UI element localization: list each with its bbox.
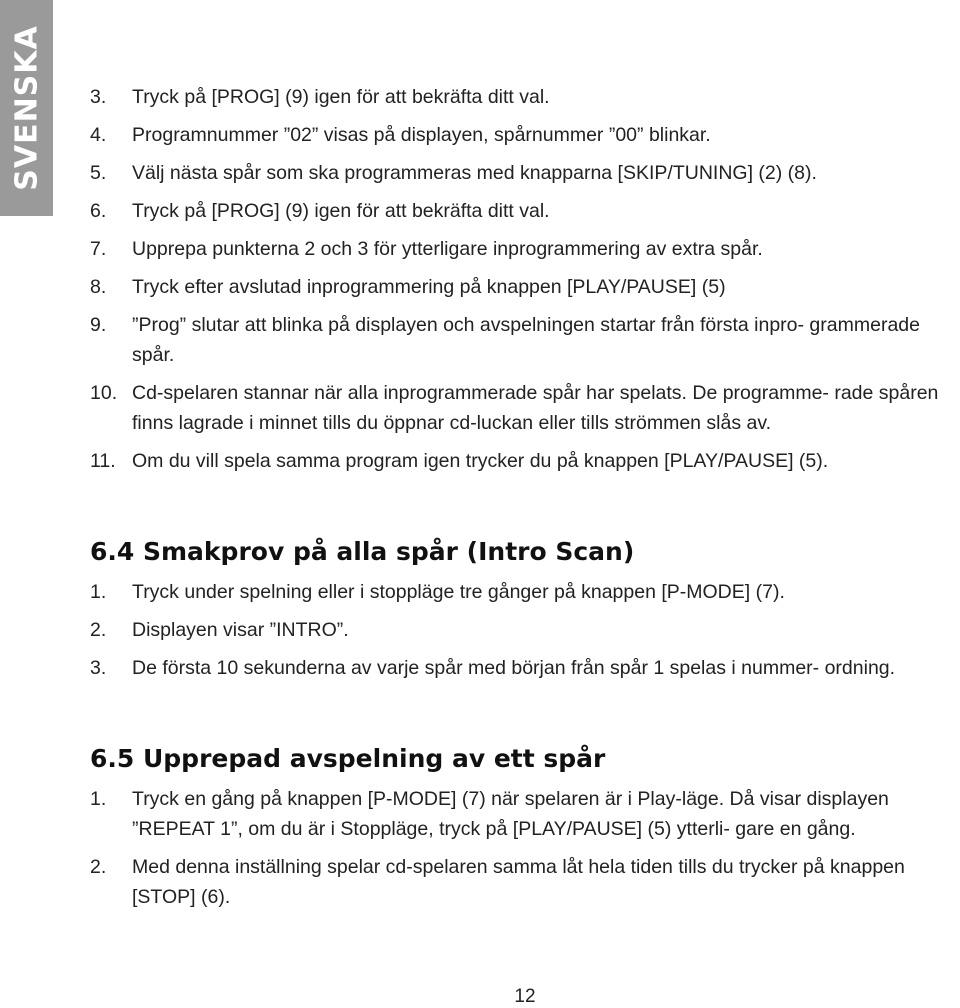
step-text: Tryck under spelning eller i stoppläge tre gånger på knappen [P-MODE] (7). — [132, 581, 785, 603]
list-item: 5. Välj nästa spår som ska programmeras med knapparna [SKIP/TUNING] (2) (8). — [90, 162, 817, 184]
step-text: Upprepa punkterna 2 och 3 för ytterligare inprogrammering av extra spår. — [132, 238, 763, 260]
list-item: 9. ”Prog” slutar att blinka på displayen och avspelningen startar från första inpro- grammerade spår. — [90, 314, 920, 366]
language-tab — [0, 0, 53, 216]
step-text: Programnummer ”02” visas på displayen, spårnummer ”00” blinkar. — [132, 124, 711, 146]
step-text: ”Prog” slutar att blinka på displayen och avspelningen startar från första inpro- grammerade spår. — [132, 314, 920, 366]
section-intro-scan — [90, 537, 960, 683]
list-item: 1. Tryck under spelning eller i stoppläge tre gånger på knappen [P-MODE] (7). — [90, 581, 785, 603]
programming-steps — [90, 82, 960, 476]
step-text: Tryck en gång på knappen [P-MODE] (7) när spelaren är i Play-läge. Då visar displayen ”REPEAT 1”, om du är i Stoppläge, tryck på [PLAY/PAUSE] (5) ytterli- gare en gång. — [132, 788, 889, 840]
list-item: 8. Tryck efter avslutad inprogrammering på knappen [PLAY/PAUSE] (5) — [90, 276, 726, 298]
list-item: 11. Om du vill spela samma program igen trycker du på knappen [PLAY/PAUSE] (5). — [90, 450, 829, 472]
section-heading: 6.4 Smakprov på alla spår (Intro Scan) — [90, 537, 635, 566]
list-item: 4. Programnummer ”02” visas på displayen, spårnummer ”00” blinkar. — [90, 124, 711, 146]
list-item: 6. Tryck på [PROG] (9) igen för att bekräfta ditt val. — [90, 200, 550, 222]
step-text: Tryck på [PROG] (9) igen för att bekräfta ditt val. — [132, 200, 550, 222]
step-text: Välj nästa spår som ska programmeras med knapparna [SKIP/TUNING] (2) (8). — [132, 162, 817, 184]
step-text: Tryck på [PROG] (9) igen för att bekräfta ditt val. — [132, 86, 550, 108]
step-text: Tryck efter avslutad inprogrammering på knappen [PLAY/PAUSE] (5) — [132, 276, 726, 298]
list-item: 3. Tryck på [PROG] (9) igen för att bekräfta ditt val. — [90, 86, 550, 108]
list-item: 2. Med denna inställning spelar cd-spelaren samma låt hela tiden tills du trycker på knappen [STOP] (6). — [90, 856, 905, 908]
list-item: 1. Tryck en gång på knappen [P-MODE] (7) när spelaren är i Play-läge. Då visar displayen ”REPEAT 1”, om du är i Stoppläge, tryck på [PLAY/PAUSE] (5) ytterli- gare en gång. — [90, 788, 889, 840]
section-repeat — [90, 744, 960, 912]
step-text: Displayen visar ”INTRO”. — [132, 619, 349, 641]
list-item: 2. Displayen visar ”INTRO”. — [90, 619, 349, 641]
language-label: SVENSKA — [9, 25, 44, 191]
page-number: 12 — [514, 986, 536, 1007]
step-text: Cd-spelaren stannar när alla inprogrammerade spår har spelats. De programme- rade spåren finns lagrade i minnet tills du öppnar cd-luckan eller tills strömmen slås av. — [132, 382, 939, 434]
step-text: De första 10 sekunderna av varje spår med början från spår 1 spelas i nummer- ordning. — [132, 657, 896, 679]
step-text: Med denna inställning spelar cd-spelaren samma låt hela tiden tills du trycker på knappen [STOP] (6). — [132, 856, 905, 908]
list-item: 3. De första 10 sekunderna av varje spår med början från spår 1 spelas i nummer- ordning. — [90, 657, 896, 679]
list-item: 10. Cd-spelaren stannar när alla inprogrammerade spår har spelats. De programme- rade spåren finns lagrade i minnet tills du öppnar cd-luckan eller tills strömmen slås av. — [90, 382, 939, 434]
list-item: 7. Upprepa punkterna 2 och 3 för ytterligare inprogrammering av extra spår. — [90, 238, 763, 260]
section-heading: 6.5 Upprepad avspelning av ett spår — [90, 744, 606, 773]
step-text: Om du vill spela samma program igen trycker du på knappen [PLAY/PAUSE] (5). — [132, 450, 829, 472]
